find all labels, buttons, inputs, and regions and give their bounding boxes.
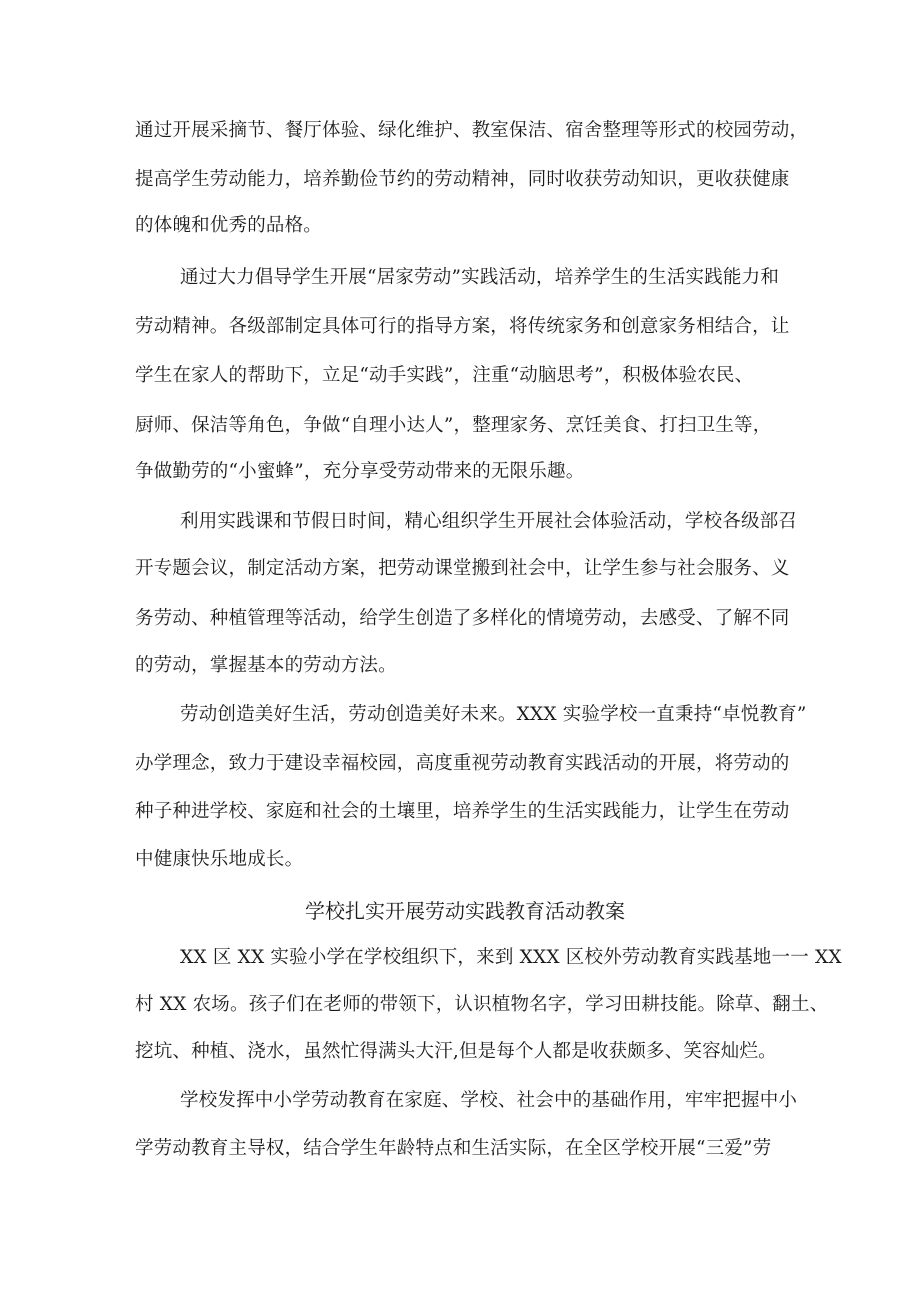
text-line: 提高学生劳动能力，培养勤俭节约的劳动精神，同时收获劳动知识，更收获健康 [135, 169, 790, 190]
text-line: 挖坑、种植、浇水，虽然忙得满头大汗,但是每个人都是收获颇多、笑容灿烂。 [135, 1041, 777, 1062]
text-line: 办学理念，致力于建设幸福校园，高度重视劳动教育实践活动的开展，将劳动的 [135, 753, 790, 774]
text-line: 学生在家人的帮助下，立足“动手实践”，注重“动脑思考”，积极体验农民、 [135, 365, 754, 386]
text-line: 通过大力倡导学生开展“居家劳动”实践活动，培养学生的生活实践能力和 [180, 267, 780, 288]
text-line: 劳动创造美好生活，劳动创造美好未来。XXX 实验学校一直秉持“卓悦教育” [180, 704, 807, 725]
text-line: 村 XX 农场。孩子们在老师的带领下，认识植物名字，学习田耕技能。除草、翻土、 [135, 994, 829, 1015]
text-line: 通过开展采摘节、餐厅体验、绿化维护、教室保洁、宿舍整理等形式的校园劳动， [135, 120, 809, 141]
text-line: 厨师、保洁等角色，争做“自理小达人”，整理家务、烹饪美食、打扫卫生等， [135, 415, 772, 436]
text-line: 的劳动，掌握基本的劳动方法。 [135, 655, 397, 676]
text-line: 开专题会议，制定活动方案，把劳动课堂搬到社会中，让学生参与社会服务、义 [135, 558, 790, 579]
section-title: 学校扎实开展劳动实践教育活动教案 [305, 899, 625, 923]
text-line: 争做勤劳的“小蜜蜂”，充分享受劳动带来的无限乐趣。 [135, 461, 585, 482]
text-line: 中健康快乐地成长。 [135, 849, 304, 870]
text-line: XX 区 XX 实验小学在学校组织下，来到 XXX 区校外劳动教育实践基地一一 XX [180, 947, 842, 968]
text-line: 的体魄和优秀的品格。 [135, 215, 323, 236]
text-line: 利用实践课和节假日时间，精心组织学生开展社会体验活动，学校各级部召 [180, 511, 798, 532]
text-line: 学校发挥中小学劳动教育在家庭、学校、社会中的基础作用，牢牢把握中小 [180, 1090, 798, 1111]
text-line: 务劳动、种植管理等活动，给学生创造了多样化的情境劳动，去感受、了解不同 [135, 608, 790, 629]
text-line: 劳动精神。各级部制定具体可行的指导方案，将传统家务和创意家务相结合，让 [135, 316, 790, 337]
text-line: 学劳动教育主导权，结合学生年龄特点和生活实际，在全区学校开展“三爱”劳 [135, 1138, 772, 1159]
text-line: 种子种进学校、家庭和社会的土壤里，培养学生的生活实践能力，让学生在劳动 [135, 801, 790, 822]
